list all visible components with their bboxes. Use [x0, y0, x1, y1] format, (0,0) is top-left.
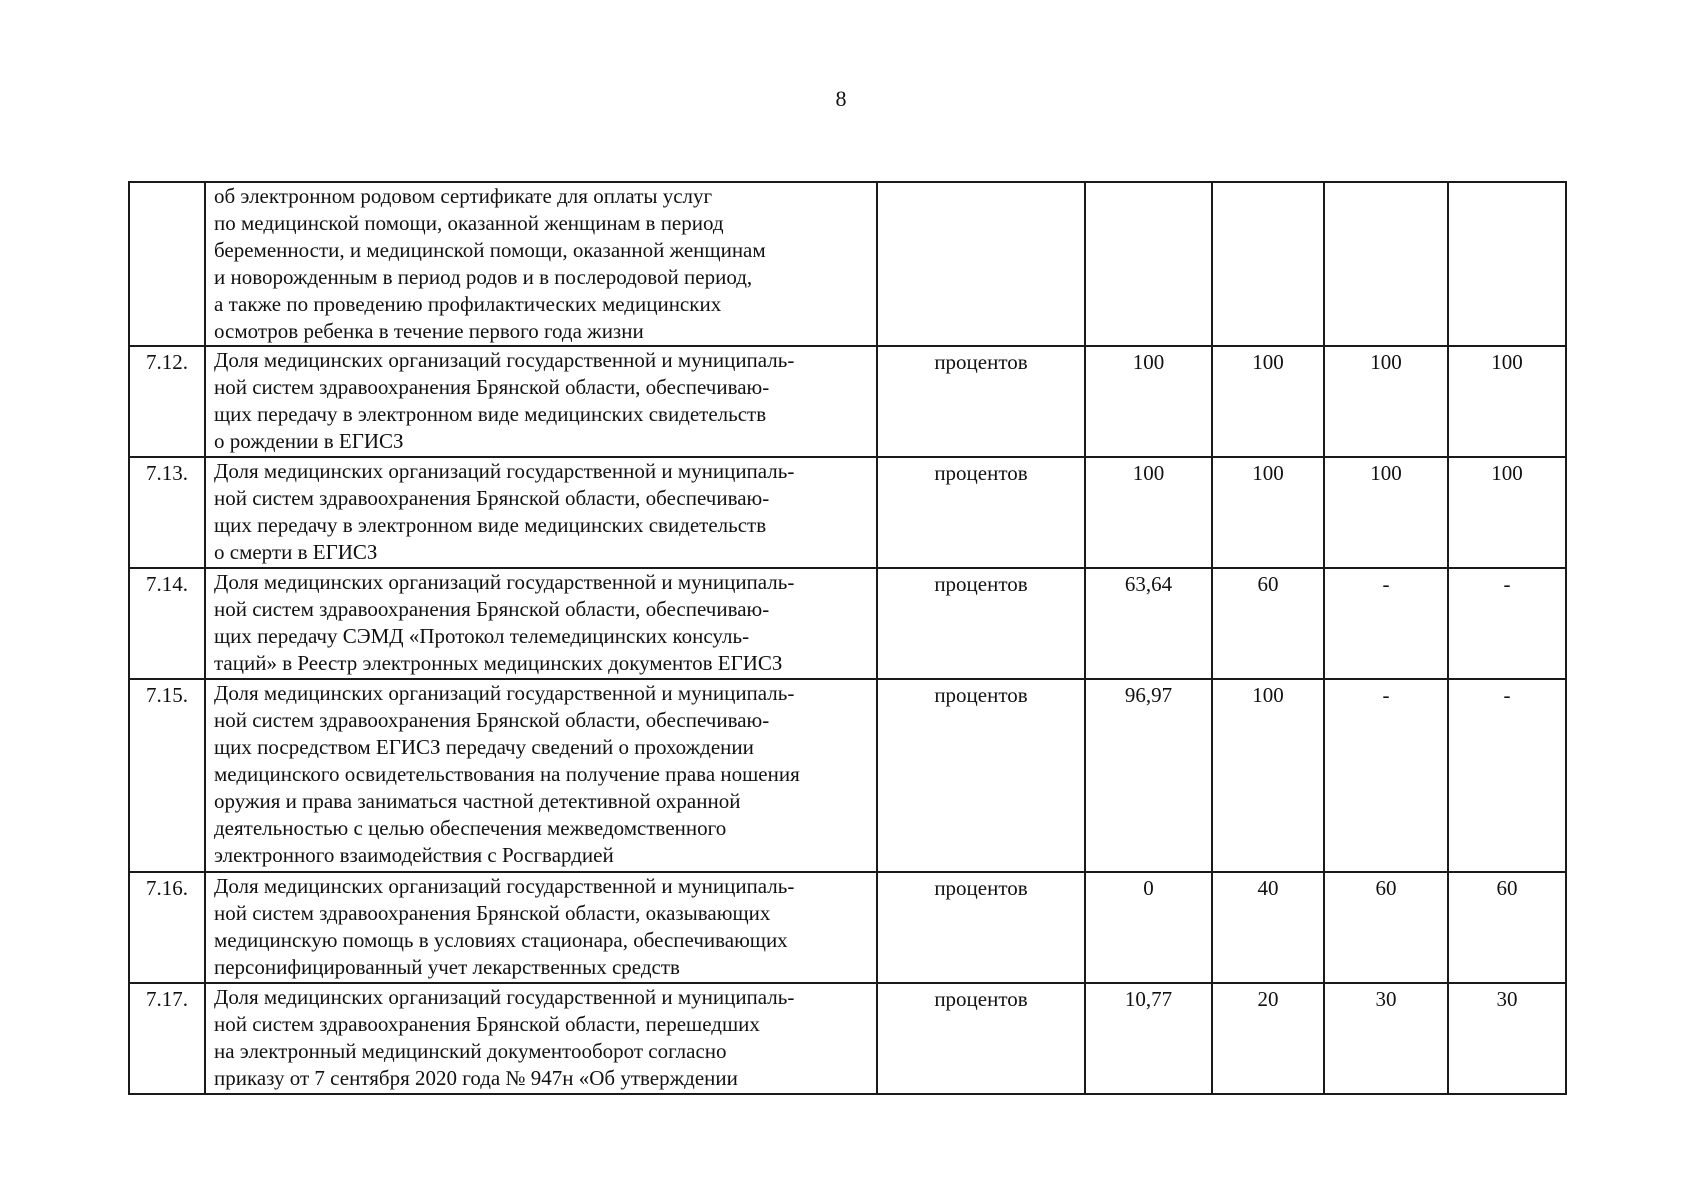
value-cell-4: -	[1448, 679, 1566, 872]
value-cell-3: -	[1324, 679, 1448, 872]
value-cell-4: 100	[1448, 457, 1566, 568]
row-number: 7.15.	[129, 679, 205, 872]
value-cell-4	[1448, 182, 1566, 346]
value-cell-3: 100	[1324, 457, 1448, 568]
value-cell-2: 100	[1212, 346, 1324, 457]
value-cell-1: 100	[1085, 346, 1212, 457]
value-cell-2: 20	[1212, 983, 1324, 1094]
row-number: 7.14.	[129, 568, 205, 679]
value-cell-1: 63,64	[1085, 568, 1212, 679]
value-cell-1	[1085, 182, 1212, 346]
unit-cell: процентов	[877, 346, 1085, 457]
value-cell-2	[1212, 182, 1324, 346]
indicator-description: Доля медицинских организаций государственной и муниципаль- ной систем здравоохранения Брянской области, перешедших на электронный медицинский документооборот согласно приказу от 7 сентября 2020 года № 947н «Об утверждении	[205, 983, 877, 1094]
unit-cell: процентов	[877, 457, 1085, 568]
indicators-table	[128, 181, 1567, 1095]
value-cell-3: -	[1324, 568, 1448, 679]
table-row	[129, 182, 1566, 346]
value-cell-4: 60	[1448, 872, 1566, 983]
value-cell-3: 60	[1324, 872, 1448, 983]
indicator-description: Доля медицинских организаций государственной и муниципаль- ной систем здравоохранения Брянской области, обеспечиваю- щих посредством ЕГИСЗ передачу сведений о прохождении медицинского освидетельствования на получение права ношения оружия и права заниматься частной детективной охранной деятельностью с целью обеспечения межведомственного электронного взаимодействия с Росгвардией	[205, 679, 877, 872]
row-number: 7.12.	[129, 346, 205, 457]
table-row	[129, 872, 1566, 983]
value-cell-1: 96,97	[1085, 679, 1212, 872]
table-row	[129, 983, 1566, 1094]
table-row	[129, 568, 1566, 679]
value-cell-1: 100	[1085, 457, 1212, 568]
value-cell-3	[1324, 182, 1448, 346]
row-number: 7.13.	[129, 457, 205, 568]
unit-cell: процентов	[877, 983, 1085, 1094]
indicator-description: Доля медицинских организаций государственной и муниципаль- ной систем здравоохранения Брянской области, обеспечиваю- щих передачу СЭМД «Протокол телемедицинских консуль- таций» в Реестр электронных медицинских документов ЕГИСЗ	[205, 568, 877, 679]
value-cell-1: 0	[1085, 872, 1212, 983]
page-number: 8	[835, 86, 847, 111]
indicator-description: Доля медицинских организаций государственной и муниципаль- ной систем здравоохранения Брянской области, обеспечиваю- щих передачу в электронном виде медицинских свидетельств о смерти в ЕГИСЗ	[205, 457, 877, 568]
unit-cell: процентов	[877, 872, 1085, 983]
value-cell-2: 40	[1212, 872, 1324, 983]
value-cell-3: 100	[1324, 346, 1448, 457]
unit-cell: процентов	[877, 679, 1085, 872]
indicator-description: об электронном родовом сертификате для оплаты услуг по медицинской помощи, оказанной женщинам в период беременности, и медицинской помощи, оказанной женщинам и новорожденным в период родов и в послеродовой период, а также по проведению профилактических медицинских осмотров ребенка в течение первого года жизни	[205, 182, 877, 346]
value-cell-1: 10,77	[1085, 983, 1212, 1094]
indicator-description: Доля медицинских организаций государственной и муниципаль- ной систем здравоохранения Брянской области, обеспечиваю- щих передачу в электронном виде медицинских свидетельств о рождении в ЕГИСЗ	[205, 346, 877, 457]
value-cell-4: 30	[1448, 983, 1566, 1094]
value-cell-3: 30	[1324, 983, 1448, 1094]
table-row	[129, 679, 1566, 872]
row-number: 7.16.	[129, 872, 205, 983]
row-number	[129, 182, 205, 346]
indicator-description: Доля медицинских организаций государственной и муниципаль- ной систем здравоохранения Брянской области, оказывающих медицинскую помощь в условиях стационара, обеспечивающих персонифицированный учет лекарственных средств	[205, 872, 877, 983]
unit-cell	[877, 182, 1085, 346]
value-cell-2: 100	[1212, 457, 1324, 568]
row-number: 7.17.	[129, 983, 205, 1094]
unit-cell: процентов	[877, 568, 1085, 679]
value-cell-2: 60	[1212, 568, 1324, 679]
table-row	[129, 457, 1566, 568]
value-cell-2: 100	[1212, 679, 1324, 872]
table-row	[129, 346, 1566, 457]
value-cell-4: -	[1448, 568, 1566, 679]
value-cell-4: 100	[1448, 346, 1566, 457]
